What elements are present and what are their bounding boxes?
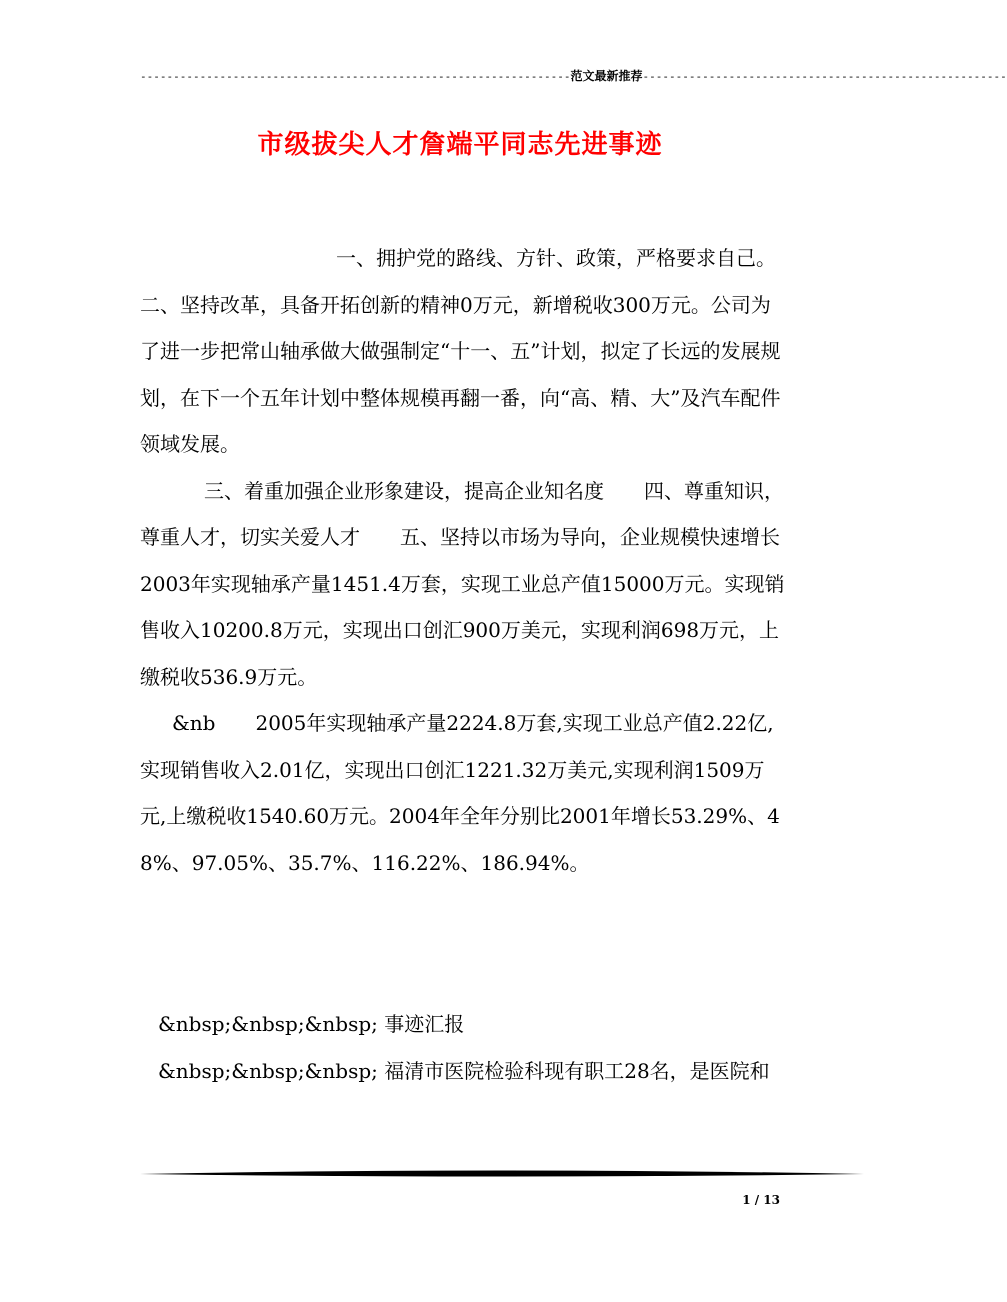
- lower-line-text: &nbsp;&nbsp;&nbsp; 福清市医院检验科现有职工28名，是医院和: [158, 1058, 770, 1083]
- paragraph-1: 一、拥护党的路线、方针、政策，严格要求自己。二、坚持改革，具备开拓创新的精神0万元，新增税收300万元。公司为了进一步把常山轴承做大做强制定“十一、五”计划，拟定了长远的发展规划，在下一个五年计划中整体规模再翻一番，向“高、精、大”及汽车配件领域发展。: [140, 246, 781, 456]
- lower-line-heading: &nbsp;&nbsp;&nbsp; 事迹汇报: [158, 1012, 465, 1036]
- document-body: [140, 235, 820, 886]
- header-dashes-right: -------------------------------------------------------: [642, 70, 1007, 83]
- paragraph-3: &nb 2005年实现轴承产量2224.8万套,实现工业总产值2.22亿,实现销售收入2.01亿，实现出口创汇1221.32万美元,实现利润1509万元,上缴税收1540.60万元。2004年全年分别比2001年增长53.29%、48%、97.05%、35.7%、116.22%、186.94%。: [140, 711, 780, 875]
- page-number: 1 / 13: [742, 1193, 780, 1207]
- document-title: 市级拔尖人才詹端平同志先进事迹: [257, 130, 663, 160]
- header-dashes-left: -----------------------------------------------------------------: [140, 70, 571, 83]
- header-banner: [140, 68, 1007, 85]
- footer-divider: [140, 1165, 864, 1183]
- lower-section: [158, 1001, 798, 1094]
- header-label: 范文最新推荐: [570, 69, 643, 83]
- paragraph-2: 三、着重加强企业形象建设，提高企业知名度 四、尊重知识，尊重人才，切实关爱人才 五、坚持以市场为导向，企业规模快速增长 2003年实现轴承产量1451.4万套，实现工业总产值15000万元。实现销售收入10200.8万元，实现出口创汇900万美元，实现利润698万元，上缴税收536.9万元。: [140, 478, 820, 689]
